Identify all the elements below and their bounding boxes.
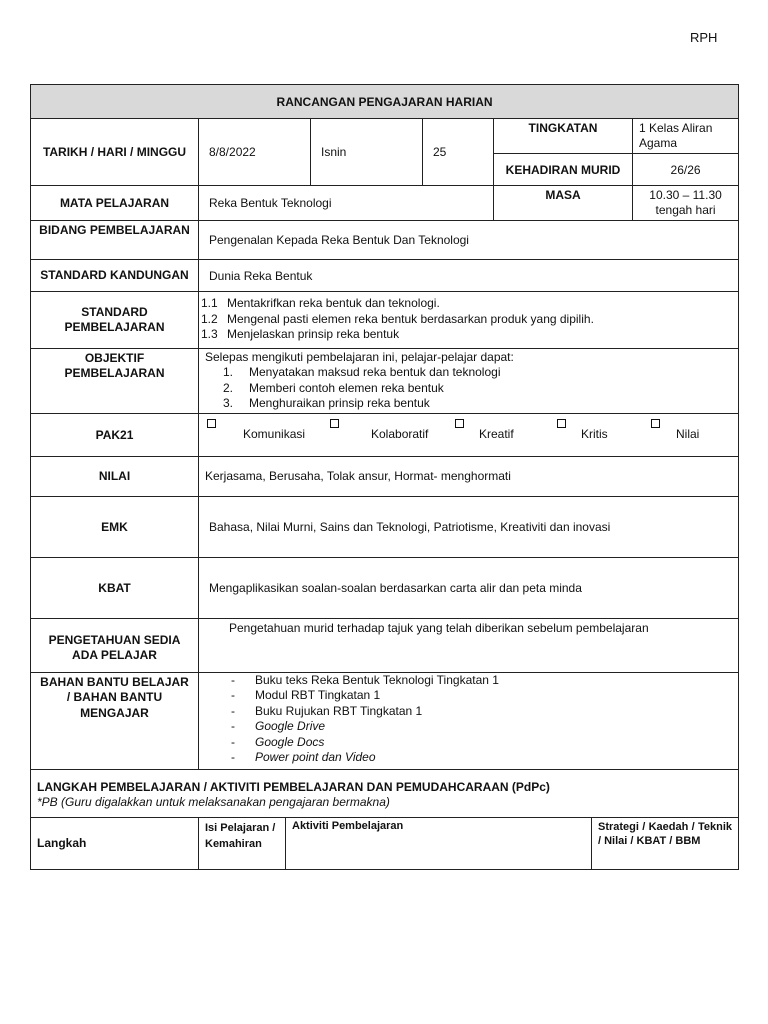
pak21-option-kolaboratif: Kolaboratif (371, 426, 429, 441)
tarikh-label: TARIKH / HARI / MINGGU (31, 119, 199, 186)
langkah-section-title: LANGKAH PEMBELAJARAN / AKTIVITI PEMBELAJARAN DAN PEMUDAHCARAAN (PdPc) (37, 779, 550, 794)
objektif-list (205, 365, 732, 412)
week-value: 25 (423, 119, 494, 186)
pengetahuan-value: Pengetahuan murid terhadap tajuk yang telah diberikan sebelum pembelajaran (199, 618, 739, 672)
nilai-label: NILAI (31, 456, 199, 496)
standard-pembelajaran-list (201, 296, 736, 343)
pak21-option-komunikasi: Komunikasi (243, 426, 306, 441)
masa-value: 10.30 – 11.30 tengah hari (633, 186, 739, 221)
checkbox-kolaboratif[interactable] (330, 419, 339, 428)
checkbox-kreatif[interactable] (455, 419, 464, 428)
list-item: 3. Menghuraikan prinsip reka bentuk (223, 396, 430, 410)
bidang-value: Pengenalan Kepada Reka Bentuk Dan Teknologi (199, 221, 739, 260)
aktiviti-col-header: Aktiviti Pembelajaran (286, 817, 592, 869)
standard-pembelajaran-cell (199, 292, 739, 349)
langkah-col-header: Langkah (31, 817, 199, 869)
list-item: - Google Docs (231, 734, 325, 749)
pak21-option-kreatif: Kreatif (479, 426, 514, 441)
emk-label: EMK (31, 496, 199, 557)
objektif-intro: Selepas mengikuti pembelajaran ini, pelajar-pelajar dapat: (205, 350, 514, 364)
standard-kandungan-label: STANDARD KANDUNGAN (31, 260, 199, 292)
list-item: - Modul RBT Tingkatan 1 (231, 688, 381, 702)
list-item: 1.1 Mentakrifkan reka bentuk dan teknologi. (201, 296, 440, 310)
isi-pelajaran-col-header: Isi Pelajaran / Kemahiran (199, 817, 286, 869)
list-item: 2. Memberi contoh elemen reka bentuk (223, 380, 444, 395)
bidang-label: BIDANG PEMBELAJARAN (31, 221, 199, 260)
mata-pelajaran-value: Reka Bentuk Teknologi (199, 186, 494, 221)
list-item: 1.3 Menjelaskan prinsip reka bentuk (201, 327, 400, 341)
pak21-option-kritis: Kritis (581, 426, 608, 441)
day-value: Isnin (311, 119, 423, 186)
standard-pembelajaran-label: STANDARD PEMBELAJARAN (31, 292, 199, 349)
list-item: - Power point dan Video (231, 750, 376, 764)
tingkatan-value: 1 Kelas Aliran Agama (633, 119, 739, 154)
list-item: 1.2 Mengenal pasti elemen reka bentuk berdasarkan produk yang dipilih. (201, 311, 594, 326)
langkah-table (30, 817, 739, 870)
checkbox-komunikasi[interactable] (207, 419, 216, 428)
rph-table (30, 84, 739, 818)
masa-label: MASA (494, 186, 633, 212)
checkbox-nilai[interactable] (651, 419, 660, 428)
bahan-cell (199, 672, 739, 769)
bahan-list (205, 673, 732, 766)
list-item: - Google Drive (231, 719, 326, 733)
tingkatan-label: TINGKATAN (494, 119, 633, 154)
kehadiran-label: KEHADIRAN MURID (494, 154, 633, 186)
mata-pelajaran-label: MATA PELAJARAN (31, 186, 199, 221)
list-item: - Buku Rujukan RBT Tingkatan 1 (231, 703, 423, 718)
corner-label: RPH (690, 30, 718, 45)
list-item: - Buku teks Reka Bentuk Teknologi Tingkatan 1 (231, 672, 499, 687)
pengetahuan-label: PENGETAHUAN SEDIA ADA PELAJAR (31, 618, 199, 672)
kbat-label: KBAT (31, 557, 199, 618)
list-item: 1. Menyatakan maksud reka bentuk dan teknologi (223, 365, 501, 379)
langkah-section (31, 769, 739, 817)
pak21-option-nilai: Nilai (676, 426, 700, 441)
form-title: RANCANGAN PENGAJARAN HARIAN (31, 85, 739, 119)
emk-value: Bahasa, Nilai Murni, Sains dan Teknologi, Patriotisme, Kreativiti dan inovasi (199, 496, 739, 557)
strategi-col-header: Strategi / Kaedah / Teknik / Nilai / KBAT / BBM (592, 817, 739, 869)
kbat-value: Mengaplikasikan soalan-soalan berdasarkan carta alir dan peta minda (199, 557, 739, 618)
nilai-value: Kerjasama, Berusaha, Tolak ansur, Hormat- menghormati (199, 456, 739, 496)
rph-form (30, 84, 738, 870)
standard-kandungan-value: Dunia Reka Bentuk (199, 260, 739, 292)
bahan-label: BAHAN BANTU BELAJAR / BAHAN BANTU MENGAJAR (31, 672, 199, 769)
langkah-section-note: *PB (Guru digalakkan untuk melaksanakan pengajaran bermakna) (37, 794, 390, 809)
pak21-label: PAK21 (31, 413, 199, 456)
kehadiran-value: 26/26 (633, 154, 739, 186)
date-value: 8/8/2022 (199, 119, 311, 186)
checkbox-kritis[interactable] (557, 419, 566, 428)
objektif-label: OBJEKTIF PEMBELAJARAN (31, 349, 199, 414)
objektif-cell (199, 349, 739, 414)
